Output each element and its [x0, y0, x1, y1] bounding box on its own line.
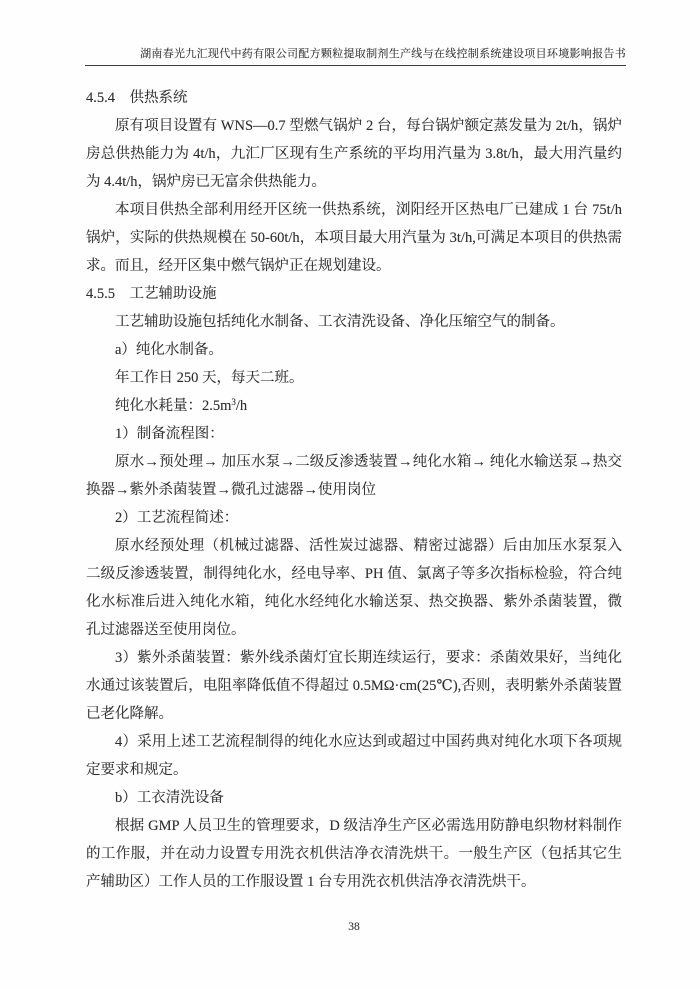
item-a-purified-water: a）纯化水制备。 — [115, 342, 223, 358]
paragraph-gmp-laundry: 根据 GMP 人员卫生的管理要求，D 级洁净生产区必需选用防静电织物材料制作的工作服，并在动力设置专用洗衣机供洁净衣清洗烘干。一般生产区（包括其它生产辅助区）工作人员的工作服设置 1 台专用洗衣机供洁净衣清洗烘干。 — [86, 818, 622, 890]
item-b-laundry-equipment: b）工衣清洗设备 — [115, 790, 224, 806]
paragraph-boiler: 原有项目设置有 WNS—0.7 型燃气锅炉 2 台，每台锅炉额定蒸发量为 2t/h，锅炉房总供热能力为 4t/h，九汇厂区现有生产系统的平均用汽量为 3.8t/h，最大用汽量约为 4.4t/h，锅炉房已无富余供热能力。 — [86, 118, 622, 190]
paragraph-flow-diagram: 原水→预处理→ 加压水泵→二级反渗透装置→纯化水箱→ 纯化水输送泵→热交换器→紫外杀菌装置→微孔过滤器→使用岗位 — [86, 454, 622, 498]
header-title: 湖南春光九汇现代中药有限公司配方颗粒提取制剂生产线与在线控制系统建设项目环境影响报告书 — [140, 48, 626, 60]
water-usage-text: 纯化水耗量：2.5m — [115, 398, 232, 414]
section-heading-4-5-5: 4.5.5 工艺辅助设施 — [86, 286, 217, 302]
paragraph-heating: 本项目供热全部利用经开区统一供热系统，浏阳经开区热电厂已建成 1 台 75t/h 锅炉，实际的供热规模在 50-60t/h，本项目最大用汽量为 3t/h,可满足本项目的供热需求。而且，经开区集中燃气锅炉正在规划建设。 — [86, 202, 622, 274]
paragraph-aux-intro: 工艺辅助设施包括纯化水制备、工衣清洗设备、净化压缩空气的制备。 — [115, 314, 565, 330]
item-2-process-summary-label: 2）工艺流程简述： — [115, 510, 239, 526]
page-content — [86, 84, 622, 896]
section-heading-4-5-4: 4.5.4 供热系统 — [86, 90, 188, 106]
water-usage-superscript: 3 — [231, 397, 236, 407]
item-4-pharmacopoeia: 4）采用上述工艺流程制得的纯化水应达到或超过中国药典对纯化水项下各项规定要求和规定。 — [86, 734, 622, 778]
page-number: 38 — [348, 921, 360, 933]
paragraph-process-summary: 原水经预处理（机械过滤器、活性炭过滤器、精密过滤器）后由加压水泵泵入二级反渗透装置，制得纯化水，经电导率、PH 值、氯离子等多次指标检验，符合纯化水标准后进入纯化水箱，纯化水经纯化水输送泵、热交换器、紫外杀菌装置，微孔过滤器送至使用岗位。 — [86, 538, 622, 638]
header-rule — [85, 65, 626, 66]
page-header — [85, 47, 626, 74]
item-1-flow-diagram-label: 1）制备流程图： — [115, 426, 224, 442]
water-usage-unit: /h — [235, 398, 248, 414]
item-3-uv-sterilizer: 3）紫外杀菌装置：紫外线杀菌灯宜长期连续运行，要求：杀菌效果好，当纯化水通过该装置后，电阻率降低值不得超过 0.5MΩ·cm(25℃),否则，表明紫外杀菌装置已老化降解。 — [86, 650, 622, 722]
line-water-usage — [86, 392, 622, 420]
page-footer — [86, 921, 622, 933]
line-workdays: 年工作日 250 天，每天二班。 — [115, 370, 304, 386]
